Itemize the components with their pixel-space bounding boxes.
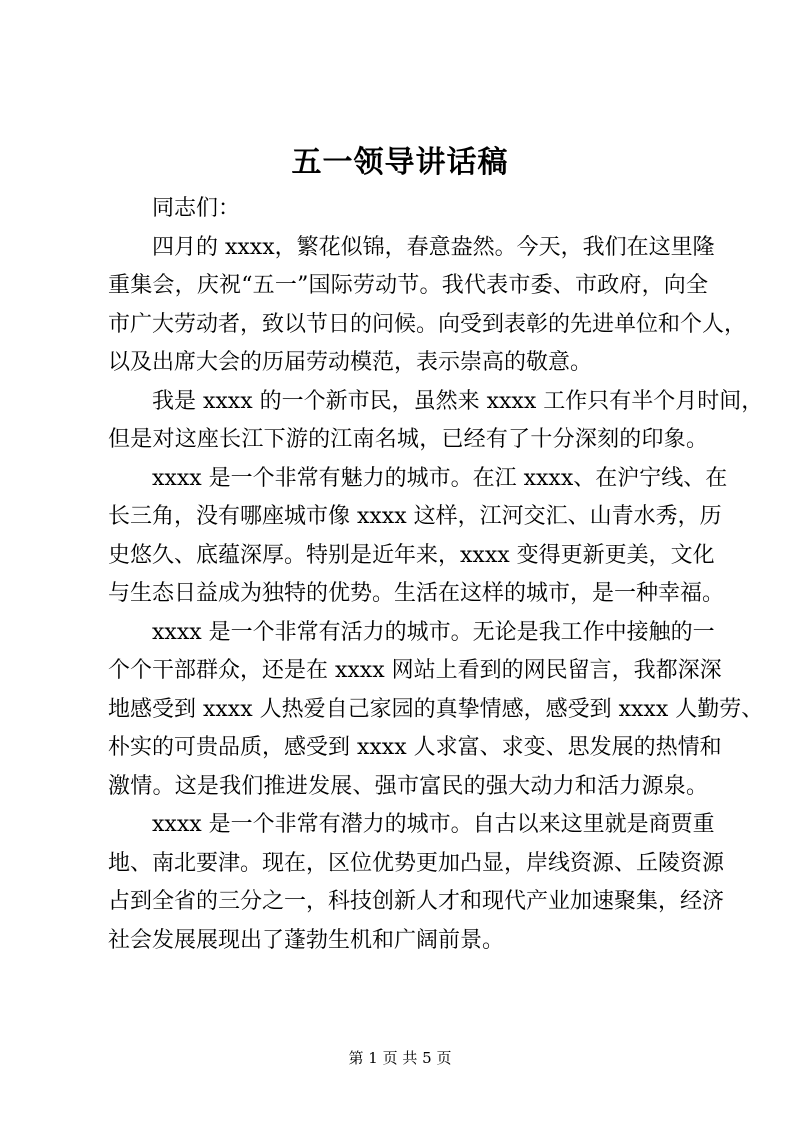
paragraph-line: 长三角，没有哪座城市像 xxxx 这样，江河交汇、山青水秀，历 [108,504,722,529]
paragraph-2 [108,383,764,460]
paragraph-line: 我是 xxxx 的一个新市民，虽然来 xxxx 工作只有半个月时间， [152,388,764,414]
paragraph-1 [108,229,747,383]
paragraph-line: 地感受到 xxxx 人热爱自己家园的真挚情感，感受到 xxxx 人勤劳、 [108,696,764,722]
paragraph-line: xxxx 是一个非常有魅力的城市。在江 xxxx、在沪宁线、在 [152,465,728,491]
page-number-footer: 第 1 页 共 5 页 [348,1049,452,1067]
greeting [108,190,708,229]
paragraph-line: 激情。这是我们推进发展、强市富民的强大动力和活力源泉。 [108,773,708,799]
paragraph-line: 朴实的可贵品质，感受到 xxxx 人求富、求变、思发展的热情和 [108,735,722,760]
paragraph-line: 市广大劳动者，致以节日的问候。向受到表彰的先进单位和个人， [108,311,747,337]
paragraph-line: 重集会，庆祝“五一”国际劳动节。我代表市委、市政府，向全 [108,273,708,298]
paragraph-line: 以及出席大会的历届劳动模范，表示崇高的敬意。 [108,350,593,375]
paragraph-line: 社会发展展现出了蓬勃生机和广阔前景。 [108,927,505,953]
paragraph-line: xxxx 是一个非常有潜力的城市。自古以来这里就是商贾重 [152,812,715,837]
paragraph-4 [108,614,764,807]
paragraph-line: 与生态日益成为独特的优势。生活在这样的城市，是一种幸福。 [108,581,725,606]
paragraph-line: 占到全省的三分之一，科技创新人才和现代产业加速聚集，经济 [108,889,725,914]
paragraph-line: 个个干部群众，还是在 xxxx 网站上看到的网民留言，我都深深 [108,658,722,683]
document-title: 五一领导讲话稿 [291,145,509,180]
paragraph-3 [108,460,728,614]
greeting-line: 同志们： [152,196,241,221]
paragraph-line: 地、南北要津。现在，区位优势更加凸显，岸线资源、丘陵资源 [108,850,725,876]
paragraph-line: 史悠久、底蕴深厚。特别是近年来，xxxx 变得更新更美，文化 [108,542,715,568]
document-body [108,190,764,960]
paragraph-line: 但是对这座长江下游的江南名城，已经有了十分深刻的印象。 [108,427,708,452]
paragraph-5 [108,806,725,960]
paragraph-line: xxxx 是一个非常有活力的城市。无论是我工作中接触的一 [152,619,715,645]
paragraph-line: 四月的 xxxx，繁花似锦，春意盎然。今天，我们在这里隆 [152,234,715,260]
